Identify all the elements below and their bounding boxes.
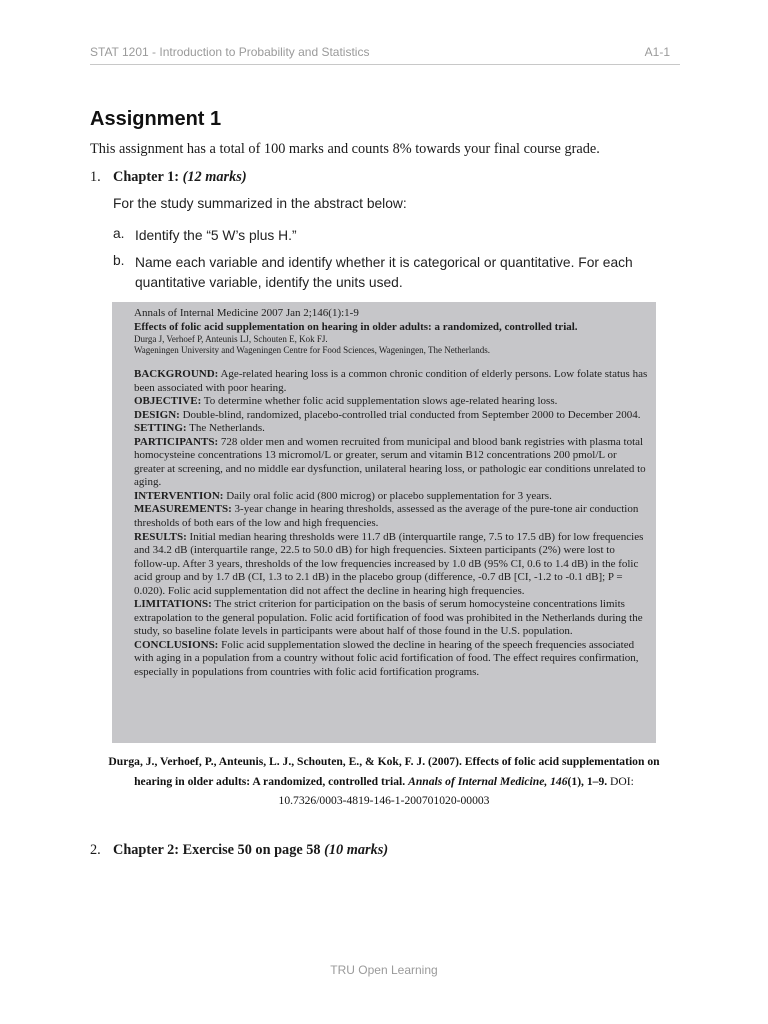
section-text: Double-blind, randomized, placebo-controlled trial conducted from September 2000 to December 2004.	[179, 408, 641, 421]
citation-issue-pages: (1), 1–9.	[567, 774, 608, 788]
assignment-title: Assignment 1	[90, 108, 222, 130]
section-label: INTERVENTION:	[134, 489, 224, 502]
sub-question-letter: a.	[113, 226, 125, 241]
citation	[108, 752, 660, 811]
abstract-section	[134, 436, 649, 490]
section-text: The Netherlands.	[186, 422, 265, 435]
question-marks: (12 marks)	[182, 169, 247, 185]
abstract-affiliation: Wageningen University and Wageningen Centre for Food Sciences, Wageningen, The Netherlands.	[134, 345, 490, 355]
section-text: The strict criterion for participation on the basis of serum homocysteine concentrations limits extrapolation to the general population. Folic acid fortification of food was prohibited in the Netherlands during the study, so baseline folate levels in participants were about half of those found in the U.S. population.	[134, 598, 643, 638]
section-text: Daily oral folic acid (800 microg) or placebo supplementation for 3 years.	[223, 489, 552, 502]
citation-doi: DOI: 10.7326/0003-4819-146-1-200701020-00003	[278, 774, 634, 807]
abstract-section	[134, 422, 649, 436]
section-label: RESULTS:	[134, 530, 187, 543]
sub-question-text: Identify the “5 W’s plus H.”	[135, 228, 297, 243]
section-label: DESIGN:	[134, 408, 180, 421]
course-title: STAT 1201 - Introduction to Probability and Statistics	[90, 45, 370, 59]
question-heading	[113, 842, 388, 859]
sub-question-text: Name each variable and identify whether it is categorical or quantitative. For each quantitative variable, identify the units used.	[135, 255, 633, 290]
question-marks: (10 marks)	[324, 842, 389, 858]
question-chapter: Chapter 2: Exercise 50 on page 58	[113, 842, 321, 858]
study-prompt: For the study summarized in the abstract below:	[113, 196, 407, 211]
abstract-authors: Durga J, Verhoef P, Anteunis LJ, Schouten E, Kok FJ.	[134, 334, 328, 344]
section-label: OBJECTIVE:	[134, 395, 202, 408]
section-label: PARTICIPANTS:	[134, 435, 219, 448]
question-chapter: Chapter 1:	[113, 169, 180, 185]
abstract-section	[134, 490, 649, 504]
abstract-title: Effects of folic acid supplementation on hearing in older adults: a randomized, controlled trial.	[134, 321, 578, 333]
abstract-section	[134, 531, 649, 599]
citation-reference: Durga, J., Verhoef, P., Anteunis, L. J., Schouten, E., & Kok, F. J. (2007). Effects of folic acid supplementation on hearing in older adults: A randomized, controlled trial.	[108, 755, 660, 788]
section-label: SETTING:	[134, 422, 187, 435]
page-number: A1-1	[644, 45, 670, 59]
question-number: 1.	[90, 169, 101, 185]
abstract-journal: Annals of Internal Medicine 2007 Jan 2;146(1):1-9	[134, 307, 359, 319]
abstract-box	[112, 302, 656, 743]
page-footer: TRU Open Learning	[330, 963, 438, 977]
question-heading	[113, 169, 247, 186]
section-label: CONCLUSIONS:	[134, 638, 219, 651]
abstract-section	[134, 639, 649, 680]
abstract-section	[134, 395, 649, 409]
section-text: Age-related hearing loss is a common chronic condition of elderly persons. Low folate status has been associated with poor hearing.	[134, 368, 648, 394]
abstract-section	[134, 409, 649, 423]
section-text: Initial median hearing thresholds were 11.7 dB (interquartile range, 7.5 to 17.5 dB) for low frequencies and 34.2 dB (interquartile range, 22.5 to 50.0 dB) for high frequencies. Sixteen participants (2%) were lost to follow-up. After 3 years, thresholds of the low frequencies increased by 1.0 dB (95% CI, 0.6 to 1.4 dB) in the folic acid group and by 1.7 dB (CI, 1.3 to 2.1 dB) in the placebo group (difference, -0.7 dB [CI, -1.2 to -0.1 dB]; P = 0.020). Folic acid supplementation did not affect the decline in hearing high frequencies.	[134, 530, 644, 597]
abstract-sections	[134, 368, 649, 680]
abstract-section	[134, 503, 649, 530]
question-number: 2.	[90, 842, 101, 858]
section-label: BACKGROUND:	[134, 368, 219, 380]
abstract-section	[134, 598, 649, 639]
section-text: Folic acid supplementation slowed the decline in hearing of the speech frequencies associated with aging in a population from a country without folic acid fortification of food. The effect requires confirmation, especially in populations from countries with folic acid fortification programs.	[134, 638, 639, 679]
page-header	[90, 45, 680, 65]
section-text: 3-year change in hearing thresholds, assessed as the average of the pure-tone air conduction thresholds of both ears of the low and high frequencies.	[134, 503, 639, 530]
intro-text: This assignment has a total of 100 marks and counts 8% towards your final course grade.	[90, 141, 600, 157]
sub-question-letter: b.	[113, 253, 125, 268]
abstract-section	[134, 368, 649, 395]
section-text: To determine whether folic acid supplementation slows age-related hearing loss.	[201, 395, 558, 408]
section-label: LIMITATIONS:	[134, 598, 212, 611]
section-label: MEASUREMENTS:	[134, 503, 232, 516]
citation-journal: Annals of Internal Medicine, 146	[408, 774, 568, 788]
section-text: 728 older men and women recruited from municipal and blood bank registries with plasma total homocysteine concentrations 13 micromol/L or greater, serum and vitamin B12 concentrations 200 pmol/L or greater at screening, and no middle ear dysfunction, unilateral hearing loss, or pathologic ear conditions unrelated to aging.	[134, 435, 646, 489]
